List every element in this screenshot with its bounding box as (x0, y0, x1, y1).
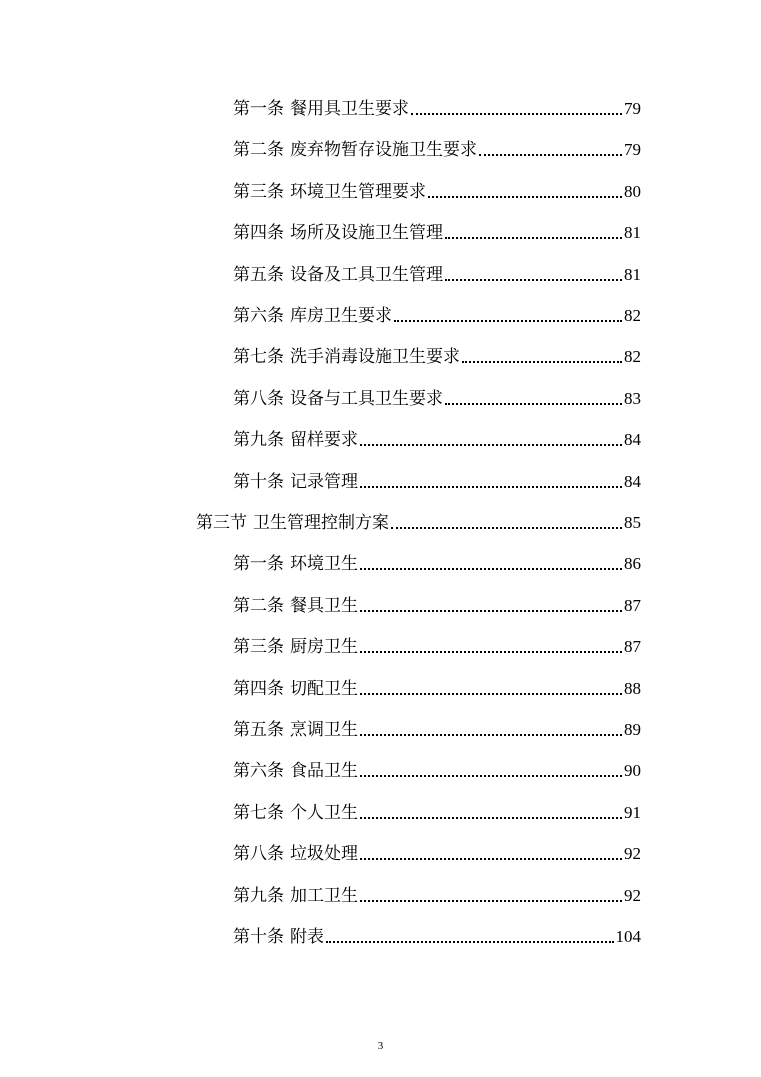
toc-entry-page: 87 (624, 596, 641, 615)
toc-entry-title: 环境卫生 (290, 554, 358, 574)
toc-entry-number: 第八条 (233, 389, 284, 409)
dot-leader (360, 816, 622, 819)
dot-leader (462, 360, 622, 363)
toc-entry-number: 第九条 (233, 886, 284, 906)
toc-entry-number: 第七条 (233, 803, 284, 823)
toc-entry-page: 82 (624, 347, 641, 366)
toc-entry-page: 87 (624, 637, 641, 656)
toc-entry-number: 第七条 (233, 347, 284, 367)
dot-leader (428, 195, 622, 198)
toc-entry (233, 924, 641, 948)
dot-leader (360, 774, 622, 777)
toc-entry-page: 104 (615, 927, 641, 946)
toc-entry-title: 留样要求 (290, 430, 358, 450)
toc-entry-number: 第二条 (233, 596, 284, 616)
toc-entry-number: 第一条 (233, 554, 284, 574)
dot-leader (391, 526, 622, 529)
toc-entry-page: 85 (624, 513, 641, 532)
toc-entry (233, 841, 641, 865)
dot-leader (360, 733, 622, 736)
toc-entry-title: 垃圾处理 (290, 844, 358, 864)
toc-entry-number: 第六条 (233, 306, 284, 326)
dot-leader (360, 567, 622, 570)
toc-entry-title: 废弃物暂存设施卫生要求 (290, 140, 477, 160)
toc-entry (233, 427, 641, 451)
toc-entry-title: 切配卫生 (290, 679, 358, 699)
toc-entry-title: 餐用具卫生要求 (290, 99, 409, 119)
toc-entry (233, 344, 641, 368)
toc-entry-number: 第四条 (233, 223, 284, 243)
toc-entry (233, 593, 641, 617)
toc-entry-title: 烹调卫生 (290, 720, 358, 740)
dot-leader (479, 153, 622, 156)
toc-entry-title: 记录管理 (290, 472, 358, 492)
toc-entry (233, 634, 641, 658)
dot-leader (360, 899, 622, 902)
dot-leader (445, 278, 622, 281)
toc-entry-page: 82 (624, 306, 641, 325)
toc-entry-page: 81 (624, 223, 641, 242)
dot-leader (411, 112, 622, 115)
toc-entry (233, 758, 641, 782)
dot-leader (326, 940, 614, 943)
toc-entry-title: 附表 (290, 927, 324, 947)
toc-entry-page: 80 (624, 182, 641, 201)
page-number: 3 (377, 1040, 384, 1052)
toc-entry-title: 环境卫生管理要求 (290, 182, 426, 202)
toc-entry-number: 第三条 (233, 182, 284, 202)
dot-leader (360, 443, 622, 446)
toc-entry-number: 第十条 (233, 472, 284, 492)
toc-entry (233, 800, 641, 824)
toc-entry-number: 第三节 (196, 513, 247, 533)
toc-entry (233, 137, 641, 161)
toc-entry-page: 86 (624, 554, 641, 573)
toc-entry-page: 84 (624, 472, 641, 491)
toc-entry-title: 洗手消毒设施卫生要求 (290, 347, 460, 367)
toc-entry-page: 79 (624, 99, 641, 118)
toc-entry (233, 179, 641, 203)
toc-entry (233, 551, 641, 575)
toc-entry-page: 81 (624, 265, 641, 284)
dot-leader (445, 402, 622, 405)
dot-leader (445, 236, 622, 239)
toc-entry-page: 89 (624, 720, 641, 739)
toc-entry-title: 食品卫生 (290, 761, 358, 781)
toc-entry-number: 第六条 (233, 761, 284, 781)
toc-entry-title: 库房卫生要求 (290, 306, 392, 326)
dot-leader (360, 857, 622, 860)
toc-entry-title: 设备与工具卫生要求 (290, 389, 443, 409)
toc-entry (233, 883, 641, 907)
toc-entry-number: 第五条 (233, 265, 284, 285)
toc-entry-page: 92 (624, 844, 641, 863)
toc-entry-page: 88 (624, 679, 641, 698)
toc-entry (233, 303, 641, 327)
toc-entry-number: 第三条 (233, 637, 284, 657)
toc-entry (233, 469, 641, 493)
dot-leader (360, 609, 622, 612)
toc-entry-title: 餐具卫生 (290, 596, 358, 616)
toc-entry-page: 84 (624, 430, 641, 449)
toc-entry-title: 卫生管理控制方案 (253, 513, 389, 533)
dot-leader (360, 650, 622, 653)
toc-entry-page: 91 (624, 803, 641, 822)
toc-entry-page: 83 (624, 389, 641, 408)
toc-entry-page: 92 (624, 886, 641, 905)
toc-entry-title: 厨房卫生 (290, 637, 358, 657)
dot-leader (360, 692, 622, 695)
toc-entry-title: 设备及工具卫生管理 (290, 265, 443, 285)
toc-entry-title: 加工卫生 (290, 886, 358, 906)
toc-entry-title: 个人卫生 (290, 803, 358, 823)
toc-entry-number: 第十条 (233, 927, 284, 947)
toc-entry-number: 第二条 (233, 140, 284, 160)
toc-entry (233, 96, 641, 120)
toc-entry (233, 220, 641, 244)
toc-entry-number: 第九条 (233, 430, 284, 450)
toc-entry (233, 262, 641, 286)
toc-entry (196, 510, 641, 534)
toc-entry-number: 第八条 (233, 844, 284, 864)
toc-entry-page: 79 (624, 140, 641, 159)
dot-leader (360, 485, 622, 488)
toc-entry (233, 717, 641, 741)
dot-leader (394, 319, 622, 322)
toc-entry-number: 第四条 (233, 679, 284, 699)
toc-entry-title: 场所及设施卫生管理 (290, 223, 443, 243)
toc-entry-page: 90 (624, 761, 641, 780)
toc-entry (233, 676, 641, 700)
toc-entry-number: 第五条 (233, 720, 284, 740)
toc-entry-number: 第一条 (233, 99, 284, 119)
toc-entry (233, 386, 641, 410)
